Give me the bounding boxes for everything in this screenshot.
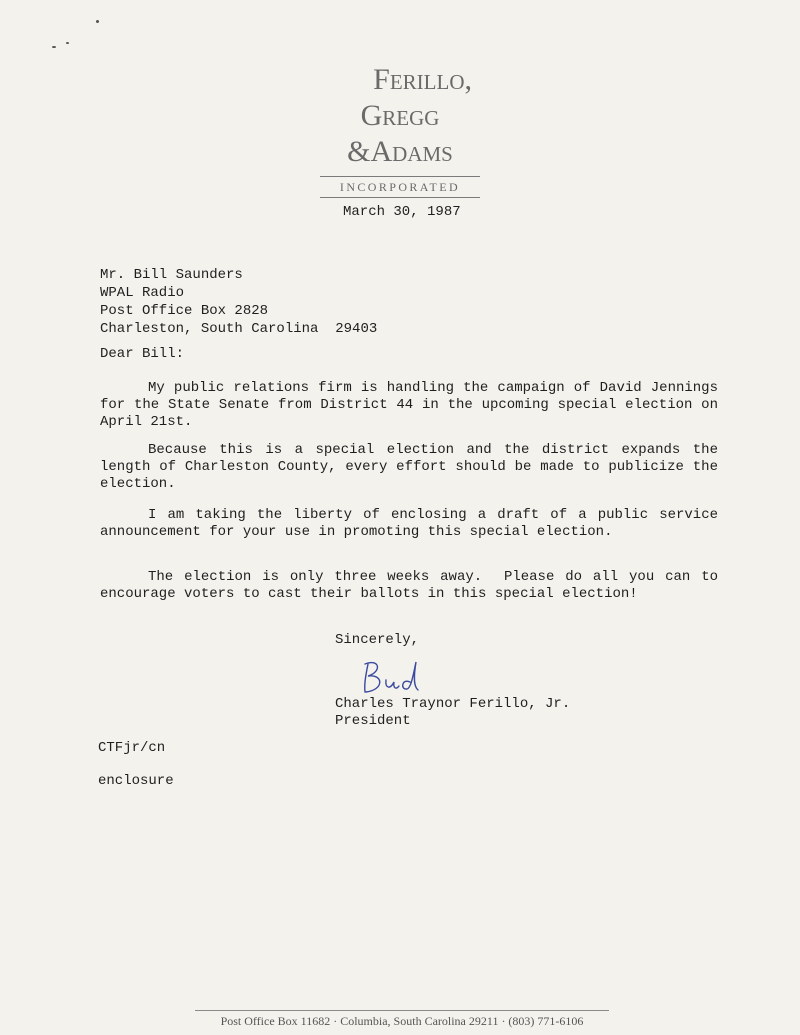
paper-speck	[96, 20, 99, 23]
body-paragraph-text: My public relations firm is handling the campaign of David Jennings for the State Senate from District 44 in the upcoming special election on April 21st.	[100, 380, 718, 430]
closing: Sincerely,	[335, 632, 420, 648]
signer-block	[335, 696, 570, 730]
recipient-address	[100, 266, 377, 338]
letterhead	[320, 62, 480, 198]
footer-address: Post Office Box 11682 · Columbia, South Carolina 29211 · (803) 771-6106	[220, 1014, 584, 1028]
letterhead-incorporated: INCORPORATED	[320, 176, 480, 198]
letter-date: March 30, 1987	[343, 204, 461, 220]
body-paragraph	[100, 507, 718, 541]
reference-initials: CTFjr/cn	[98, 740, 166, 756]
footer-rule	[195, 1010, 609, 1011]
signer-name: Charles Traynor Ferillo, Jr.	[335, 696, 571, 712]
recipient-city: Charleston, South Carolina 29403	[100, 321, 378, 337]
paper-speck	[66, 42, 69, 44]
body-paragraph-text: The election is only three weeks away. Please do all you can to encourage voters to cast their ballots in this special election!	[100, 569, 727, 602]
body-paragraph	[100, 442, 718, 493]
paper-speck	[52, 46, 56, 48]
recipient-name: Mr. Bill Saunders	[100, 267, 243, 283]
salutation: Dear Bill:	[100, 346, 185, 362]
letterhead-line-2: Gregg	[360, 99, 440, 132]
letterhead-line-3: &Adams	[347, 135, 453, 168]
signer-title: President	[335, 713, 411, 729]
body-paragraph	[100, 380, 718, 431]
handwritten-signature	[358, 656, 430, 700]
body-paragraph-text: I am taking the liberty of enclosing a draft of a public service announcement for your use in promoting this special election.	[100, 507, 718, 540]
body-paragraph-text: Because this is a special election and the district expands the length of Charleston County, every effort should be made to publicize the election.	[100, 442, 718, 492]
recipient-po-box: Post Office Box 2828	[100, 303, 269, 319]
letterhead-line-1: Ferillo,	[373, 63, 472, 96]
body-paragraph	[100, 569, 727, 603]
enclosure-note: enclosure	[98, 773, 174, 789]
recipient-organization: WPAL Radio	[100, 285, 185, 301]
